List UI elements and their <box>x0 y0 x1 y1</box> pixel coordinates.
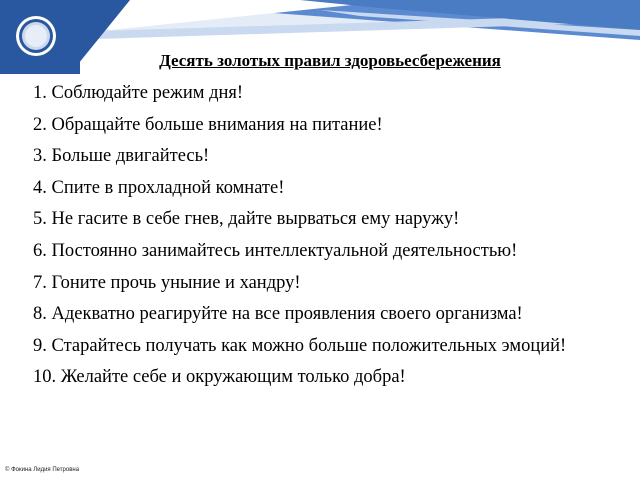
list-item: 9. Старайтесь получать как можно больше положительных эмоций! <box>33 335 567 356</box>
list-item: 4. Спите в прохладной комнате! <box>33 177 285 198</box>
list-item: 7. Гоните прочь уныние и хандру! <box>33 272 301 293</box>
slide-title: Десять золотых правил здоровьесбережения <box>159 51 501 70</box>
list-item: 3. Больше двигайтесь! <box>33 146 210 167</box>
rules-list <box>33 81 618 397</box>
list-item: 6. Постоянно занимайтесь интеллектуальной деятельностью! <box>33 240 518 261</box>
list-item: 5. Не гасите в себе гнев, дайте вырваться ему наружу! <box>33 209 460 230</box>
list-item: 2. Обращайте больше внимания на питание! <box>33 114 383 135</box>
list-item: 8. Адекватно реагируйте на все проявления своего организма! <box>33 304 523 325</box>
list-item: 10. Желайте себе и окружающим только добра! <box>33 367 406 388</box>
list-item: 1. Соблюдайте режим дня! <box>33 83 244 103</box>
logo-center <box>25 25 47 47</box>
copyright-note: © Фокина Лидия Петровна <box>5 467 80 473</box>
